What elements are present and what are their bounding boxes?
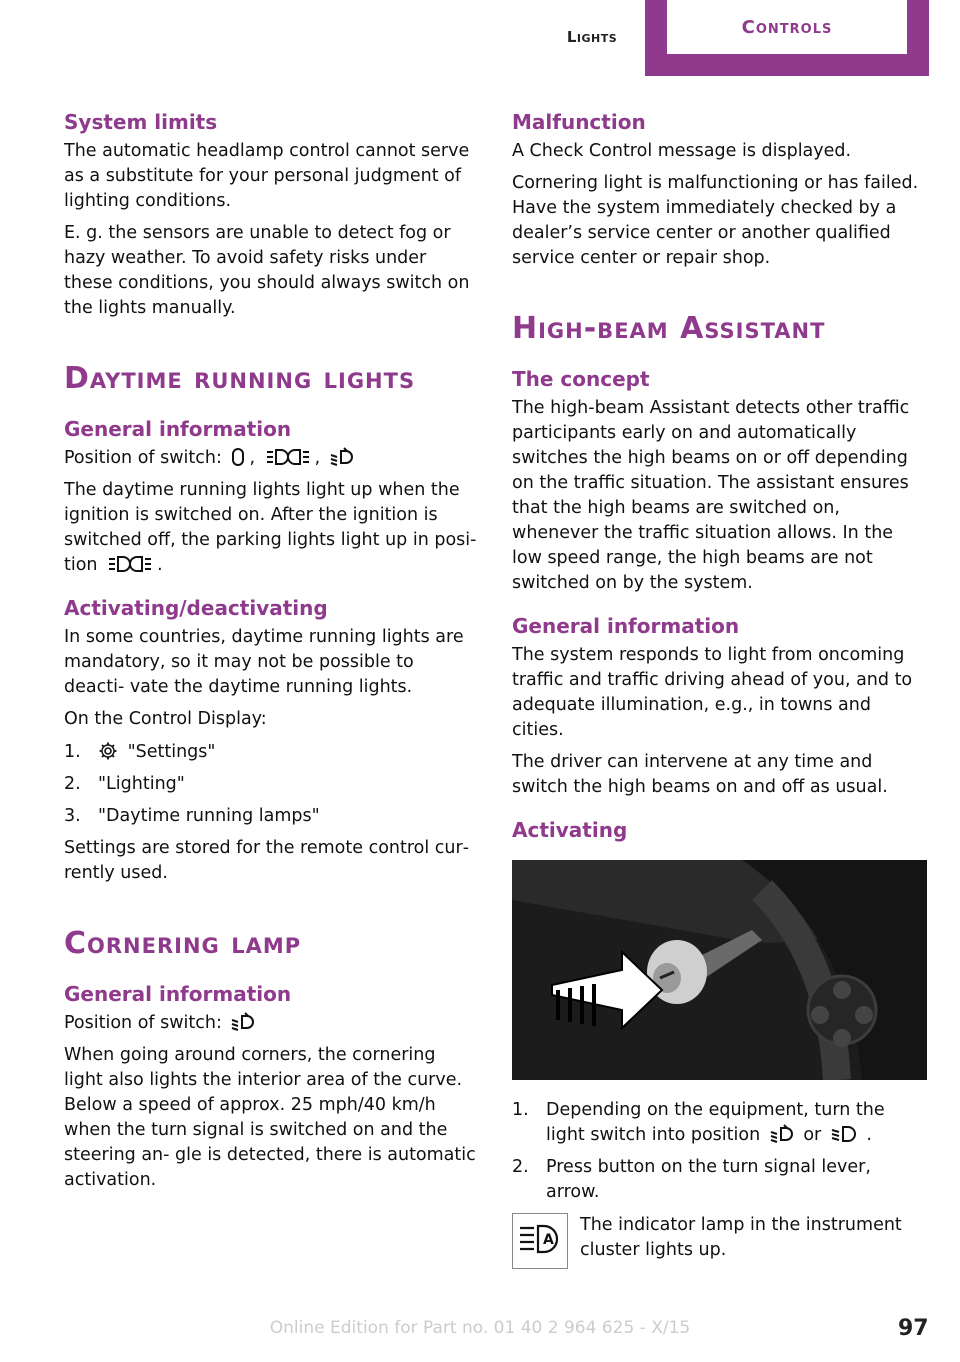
- step-or-text: or: [803, 1125, 822, 1145]
- step-text: Press button on the turn signal lever, arrow.: [546, 1157, 871, 1202]
- daytime-paragraph-1-end: .: [157, 555, 163, 575]
- daytime-paragraph-2: In some countries, daytime running lights are mandatory, so it may not be possible to deacti‐ vate the daytime running lights.: [64, 627, 464, 697]
- daytime-steps-list: [64, 740, 479, 829]
- malfunction-paragraph-1: A Check Control message is displayed.: [512, 141, 852, 161]
- cornering-switch-position: [64, 1011, 479, 1036]
- step-end: .: [866, 1125, 872, 1145]
- highbeam-general-heading: General information: [512, 614, 740, 638]
- step-number: 2.: [512, 1157, 529, 1177]
- list-item: [64, 740, 479, 765]
- automatic-headlight-icon: [770, 1124, 794, 1144]
- daytime-general-heading: General information: [64, 417, 292, 441]
- gear-icon: [98, 741, 118, 761]
- list-item: [64, 772, 479, 797]
- step-number: 1.: [64, 742, 81, 762]
- daytime-running-lights-title: Daytime running lights: [64, 361, 416, 396]
- high-beam-assistant-title: High-beam Assistant: [512, 311, 826, 346]
- indicator-row: [512, 1213, 927, 1269]
- list-item: [64, 804, 479, 829]
- parking-lights-icon: [265, 447, 311, 467]
- svg-text:A: A: [543, 1232, 554, 1248]
- activating-heading: Activating: [512, 818, 628, 842]
- header-tab-controls-label: Controls: [667, 0, 907, 54]
- automatic-headlight-icon: [231, 1012, 255, 1032]
- daytime-paragraph-3: On the Control Display:: [64, 709, 267, 729]
- parking-lights-icon-inline: [107, 554, 153, 574]
- daytime-paragraph-1: [64, 478, 479, 578]
- highbeam-general-paragraph-1: The system responds to light from oncoming traffic and traffic driving ahead of you, and to adequate illumination, e.g., in towns and cities.: [512, 645, 913, 740]
- high-beam-assistant-indicator-icon: [512, 1213, 568, 1269]
- activating-steps-list: [512, 1098, 927, 1205]
- header-tab-lights: Lights: [566, 28, 618, 46]
- list-item: [512, 1098, 927, 1148]
- left-column: [64, 108, 479, 1193]
- system-limits-heading: System limits: [64, 110, 218, 134]
- separator-comma: ,: [249, 448, 256, 468]
- step-number: 1.: [512, 1100, 529, 1120]
- daytime-paragraph-4: Settings are stored for the remote control cur‐ rently used.: [64, 838, 470, 883]
- step-text: "Lighting": [98, 774, 185, 794]
- page-number: 97: [898, 1316, 929, 1341]
- automatic-headlight-icon: [330, 447, 354, 467]
- daytime-paragraph-1-text: The daytime running lights light up when the ignition is switched on. After the ignition is switched off, the parking lights light up in posi‐ tion: [64, 480, 477, 575]
- right-column: [512, 108, 927, 1269]
- cornering-paragraph-1: When going around corners, the cornering light also lights the interior area of the curve. Below a speed of approx. 25 mph/40 km/h when the turn signal is switched on and the steering an‐ gle is detected, there is automatic activation.: [64, 1045, 476, 1190]
- cornering-general-heading: General information: [64, 982, 292, 1006]
- activating-deactivating-heading: Activating/deactivating: [64, 596, 328, 620]
- list-item: [512, 1155, 927, 1205]
- malfunction-heading: Malfunction: [512, 110, 646, 134]
- cornering-lamp-title: Cornering lamp: [64, 926, 302, 961]
- low-beam-icon: [831, 1124, 857, 1144]
- turn-signal-lever-photo: [512, 860, 927, 1080]
- step-text: "Daytime running lamps": [98, 806, 320, 826]
- daytime-position-label: Position of switch:: [64, 448, 222, 468]
- cornering-position-label: Position of switch:: [64, 1013, 222, 1033]
- step-text: Depending on the equipment, turn the light switch into position: [546, 1100, 885, 1145]
- daytime-switch-position: [64, 446, 479, 471]
- concept-heading: The concept: [512, 367, 650, 391]
- step-number: 2.: [64, 774, 81, 794]
- system-limits-paragraph-1: The automatic headlamp control cannot serve as a substitute for your personal judgment of lighting conditions.: [64, 141, 470, 211]
- indicator-text: The indicator lamp in the instrument cluster lights up.: [580, 1215, 902, 1260]
- system-limits-paragraph-2: E. g. the sensors are unable to detect fog or hazy weather. To avoid safety risks under these conditions, you should always switch on the lights manually.: [64, 223, 470, 318]
- footer-edition: Online Edition for Part no. 01 40 2 964 625 - X/15: [269, 1318, 691, 1338]
- malfunction-paragraph-2: Cornering light is malfunctioning or has failed. Have the system immediately checked by a dealer’s service center or another qualified service center or repair shop.: [512, 173, 919, 268]
- header-tab-controls: [645, 0, 929, 76]
- concept-paragraph: The high-beam Assistant detects other traffic participants early on and automatically switches the high beams on or off depending on the traffic situation. The assistant ensures that the high beams are switched on, whenever the traffic situation allows. In the low speed range, the high beams are not switched on by the system.: [512, 398, 910, 593]
- step-text: "Settings": [127, 742, 216, 762]
- switch-off-icon: [231, 447, 245, 467]
- highbeam-general-paragraph-2: The driver can intervene at any time and switch the high beams on and off as usual.: [512, 752, 888, 797]
- step-number: 3.: [64, 806, 81, 826]
- separator-comma-2: ,: [314, 448, 321, 468]
